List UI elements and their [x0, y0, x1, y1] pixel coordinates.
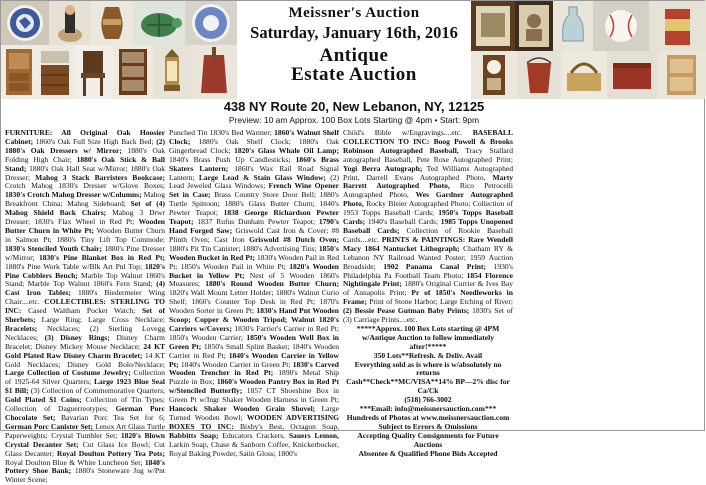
item-text: Print of Stone Harbor; Large Etching of River; — [366, 297, 513, 307]
item-text: Large Turned Wooden Bowl; — [169, 404, 339, 422]
item-text: 1830's Farrier's Carrier in Red Pt; 1850's Wooden Carrier; — [169, 323, 339, 342]
item-text: Nest of 5 Wooden 1860's Measures; — [169, 270, 339, 289]
header — [223, 1, 485, 125]
item-text: 1820's Wall Mount Letter Holder; 1880's Walnut Curio Shelf; 1860's Counter Top Desk in Red Pt; 1870's Wooden Sorter in Green Pt; — [169, 288, 339, 316]
bold-item: 1820's Wooden Bucket in Yellow Pt; — [169, 261, 339, 280]
bold-item: Griswold #8 Dutch Oven; — [249, 234, 340, 244]
auction-address: 438 NY Route 20, New Lebanon, NY, 12125 — [223, 99, 485, 114]
bold-item: Large Collection of Costume Jewelry; — [5, 368, 131, 378]
as-is-note: Everything sold as is where is w/absolutely no returns — [354, 359, 502, 378]
bold-item: 1880's Round Wooden Butter Churn; — [205, 279, 340, 289]
autographed-baseball-photo — [593, 1, 649, 51]
item-text: 1860's Oak Full Size High Back Bed; — [33, 136, 157, 146]
bold-item: Wooden Butter Churn in White Pt; — [5, 217, 165, 235]
photo-collage-left — [1, 1, 237, 99]
item-text: 1880's Pine Work Table w/Blk Art Pnl Top; — [5, 261, 145, 271]
butter-churn-photo — [191, 45, 237, 99]
clock-photo — [471, 51, 517, 99]
bold-item: WOODEN ADVERTISING BOXES TO INC: — [169, 413, 340, 431]
item-text: 1840's Wooden Carrier in Green Pt; — [178, 359, 293, 369]
item-text: Larkin Soap, Chase & Sanborn Coffee, Knickerbocker, Royal Baking Powder, Satin Gloss; 1800's — [169, 439, 339, 458]
item-text: Chatham RY & Lebanon NY Railroad Wanted Poster; 1959 Auction Broadside; — [343, 243, 513, 271]
bold-item: 1830's Carved Wooden Trencher in Red Pt; — [169, 359, 339, 378]
item-text: Educators Crackers, — [218, 430, 289, 440]
item-text: Ted Williams Autographed Print, Darrell Evans Autographed Photo, — [343, 163, 513, 182]
item-text: Disney Charm Bracelet; Disney Mickey Mouse Necklace; — [5, 332, 165, 351]
bold-item: 1950's Topps Baseball Cards; — [343, 208, 513, 227]
payment-terms: Cash**Check**MC/VISA**14% BP—2% disc for Ca/Ck — [346, 377, 510, 396]
item-text: 1880's Stoneware Jug w/Pnt Winter Scene; — [5, 466, 165, 485]
item-text: Large Ring; Large Cross Necklace; — [35, 315, 165, 325]
item-text: Rico Petrocelli Autographed Photo, — [343, 181, 513, 200]
bold-item: 1830's Crotch Mahog Dresser w/Columns; — [5, 190, 142, 200]
bold-item: 1820's Pine Cobblers Bench; — [5, 261, 165, 280]
box-lots-notice: *****Approx. 100 Box Lots starting @ 4PM w/Antique Auction to follow immediately after!***** — [356, 323, 500, 351]
bold-item: 1838 George Richardson Pewter Teapot; — [169, 208, 339, 227]
auction-date: Saturday, January 16th, 2016 — [250, 23, 458, 42]
bold-item: Mahog 3 Stack Barristers Bookcase; — [35, 172, 165, 182]
photo-collage-right — [471, 1, 706, 99]
bold-item: Pr of 1850's Needleworks in Frame; — [343, 288, 513, 307]
bold-item: German Porc Canister Set; — [5, 421, 94, 431]
item-text: Cut Glass Ice Bowl; Cut Glass Decanter; — [5, 439, 165, 458]
bold-item: 1880's Oak Stick & Ball Stand; — [5, 154, 165, 173]
item-text: 1880's Biedermeier Wing Chair....etc. — [5, 288, 165, 307]
item-text: Griswold Cast Iron & Cover; #8 Plinth Oven; Cast Iron — [169, 225, 339, 244]
email-line[interactable]: ***Email: info@meissnersauction.com*** — [359, 404, 497, 414]
bold-item: 1860's Walnut Shelf Clock; — [169, 128, 339, 146]
bold-item: 1820's Blown Crystal Decanter Set; — [5, 430, 165, 449]
bold-item: (2) Bessie Pease Gutman Baby Prints; — [343, 306, 470, 316]
bold-item: (3) Disney Rings; — [44, 332, 110, 342]
wooden-bucket-photo — [517, 51, 561, 99]
consignments-note: Accepting Quality Consignments for Future Auctions — [357, 430, 499, 449]
item-text: 1940's Baseball Cards; — [365, 217, 441, 227]
item-text: 1860's Wax Rail Road Signal Lantern; — [169, 163, 340, 182]
chair-photo — [73, 45, 113, 99]
bold-item: Set of (4) Mahog Shield Back Chairs; — [5, 199, 165, 218]
bold-item: 1850's Wooden Well Box in Green Pt; — [169, 332, 340, 351]
phone-number: (518) 766-3002 — [404, 395, 452, 405]
item-text: Wooden Butter Churn in Salmon Pt; 1880's Tiny Lift Top Commode; — [5, 225, 165, 244]
bold-item: 1860's Brass Skaters Lantern; — [169, 154, 339, 173]
bold-item: Royal Doulton Pottery Tea Pots; — [56, 448, 165, 458]
bold-item: (4) Cast Iron Tables; — [5, 279, 165, 298]
lots-refreshments-note: 350 Lots**Refresh. & Deliv. Avail — [373, 350, 483, 360]
item-text: Collection of Tin Types; Collection of Daguerreotypes; — [5, 395, 165, 414]
bold-item: 1790's Hand Forged Saw; — [169, 217, 339, 235]
figurine-photo — [49, 1, 91, 45]
item-text: 1840's Brass Push Up Candlesticks; — [169, 154, 296, 164]
bold-item: Sauers Lemon, — [288, 430, 340, 440]
lantern-photo — [153, 45, 191, 99]
absentee-bids-note: Absentee & Qualified Phone Bids Accepted — [358, 448, 498, 458]
bold-item: 1830's Pine Blanket Box in Red Pt; — [38, 252, 165, 262]
item-text: 1850's Small Splint Basket; 1840's Wooden Carrier in Red Pt; — [169, 341, 339, 360]
framed-print-photo — [471, 1, 515, 51]
item-text: 1880's Oak Shelf Clock; 1880's Oak Gingerbread Clock; — [169, 136, 339, 155]
item-text: Collection of Rookie Baseball Cards....etc. — [343, 225, 513, 244]
item-text: Bavarian Porc Tea Set for 6; — [55, 413, 165, 422]
blue-white-plate-photo — [1, 1, 49, 45]
item-text: Marble Top Walnut 1860's Stand; Marble Top Walnut 1860's Fern Stand; — [5, 270, 165, 289]
bold-item: 1860's Wooden Pantry Box in Red Pt w/Stenciled Butterfly; — [169, 377, 339, 396]
bold-item: Hancock Shaker Wooden Grain Shovel; — [169, 404, 316, 414]
bold-item: Walnut 1820's Carriers w/Covers; — [169, 315, 339, 333]
bold-item: 1830's Stenciled Youth Chair; — [5, 243, 102, 253]
item-text: 1830's Set of (3) Carriage Prints....etc. — [343, 306, 514, 325]
item-text: 14 KT Gold Necklaces; Disney Gold Bolo/Necklace; — [5, 350, 165, 369]
item-text: Tracy Stallard autographed Baseball, Pete Rose Autographed Print; — [343, 145, 513, 164]
bold-item: (2) 1880's Oak Dressers w/ Mirror; — [5, 136, 165, 155]
item-text: Mahog Breakfront China; Mahog Sideboard; — [5, 190, 165, 209]
auction-house-name: Meissner's Auction — [288, 5, 420, 21]
blanket-box-photo — [607, 51, 657, 99]
bold-item: COLLECTIBLES: STERLING TO INC: — [5, 297, 165, 316]
bold-item: Bracelets; — [5, 323, 38, 333]
bold-item: Yogi Berra Autograph; — [343, 163, 423, 173]
bold-item: Gold Plated $1 Coins; — [5, 395, 82, 405]
bookcase-photo — [113, 45, 153, 99]
item-text: Mahog 3 Drwr Dresser; 1830's Flax Wheel in Red Pt; — [5, 208, 165, 227]
bold-item: 1854 Florence Nightingale Print; — [343, 270, 514, 289]
bold-item: 1830's Hand Pnt Wooden Scoop; Copper & Wooden Tripod; — [169, 306, 339, 325]
portrait-print-photo — [515, 1, 553, 51]
auction-title-line-2: Estate Auction — [291, 64, 417, 85]
item-text: Child's Bible w/Engravings....etc. — [343, 128, 473, 137]
item-text: Bixby's Best, Octagon Soap, — [233, 421, 339, 431]
carrier-photo — [561, 51, 607, 99]
item-text: Royal Doulton Blue & White Luncheon Set; — [5, 457, 145, 467]
household-antiques-column — [169, 128, 340, 458]
auction-title-line-1: Antique — [319, 45, 389, 66]
item-text: Collection of 1925-64 Silver Quarters; — [5, 368, 165, 387]
bold-item: 1902 Panama Canal Print; — [383, 261, 487, 271]
item-text: 1857 CT Shoeshine Box in Green Pt w/Ingr Shaker Wooden Harness in Green Pt; — [169, 386, 339, 405]
baseball-prints-terms-column — [343, 128, 514, 458]
pottery-vase-photo — [91, 1, 133, 45]
item-text: (2) Lead Jeweled Glass Windows; — [169, 172, 340, 191]
item-text: Necklaces; (2) Sterling Lovegg Necklaces; — [5, 323, 165, 342]
bold-item: Large Lead & Stain Glass Window; — [198, 172, 326, 182]
item-text: 1837 Rufus Dunham Pewter Teapot; — [193, 217, 319, 227]
bold-item: 1840's Pottery Shoe Bank; — [5, 457, 165, 476]
item-text: 1880's Original Currier & Ives Bay of Annapolis Print; — [343, 279, 513, 298]
item-text: Lenox Art Glass Turtle Paperweights; Crystal Tumbler Set; — [5, 421, 165, 440]
item-text: 1880's Oak Hall Seat w/Mirror; 1880's Oak Dresser; — [5, 163, 165, 182]
bold-item: BASEBALL COLLECTION TO INC: Boog Powell & Brooks Robinson Autographed Baseball, — [343, 128, 513, 155]
item-text: 1880's Pine Dresser w/Mirror; — [5, 243, 165, 262]
blue-transfer-plate-photo — [185, 1, 237, 45]
item-text: Brass Country Store Door Bell; 1880's Turtle Spittoon; 1880's Glass Butter Churn; 1840's Pewter Teapot; — [169, 190, 339, 218]
errors-omissions-note: Subject to Errors & Omissions — [378, 421, 478, 431]
item-text: Crotch Mahog 1830's Dresser w/Glove Boxes; — [5, 181, 165, 191]
item-text: 1880's Pit Tin Canister; 1880's Advertising Tins; — [169, 243, 319, 253]
preview-times: Preview: 10 am Approx. 100 Box Lots Starting @ 4pm • Start: 9pm — [228, 115, 480, 125]
bold-item: Set of Sherbets; — [5, 306, 166, 325]
bold-item: 1850's Wooden Bucket in Red Pt; — [169, 243, 339, 262]
website-line[interactable]: Hundreds of Photos at www.meissnersauction.com — [346, 413, 510, 422]
bold-item: 1820's Glass Whale Oil Lamp; — [234, 145, 339, 155]
item-text: 1890's Metal Ship Puzzle in Box; — [169, 368, 339, 387]
turtle-paperweight-photo — [133, 1, 185, 45]
bold-item: Babbitts Soap; — [169, 430, 219, 440]
bold-item: 24 KT Gold Plated Raw Disney Charm Bracelet; — [5, 341, 165, 360]
item-text: Cased Waltham Pocket Watch; — [21, 306, 142, 316]
bold-item: 1840's Wooden Carrier in Yellow Pt; — [169, 350, 339, 369]
bold-item: 1985 Topps Unopened Baseball Cards; — [343, 217, 513, 235]
furniture-collectibles-column — [5, 128, 166, 485]
item-text: Punched Tin 1830's Bed Warmer; — [169, 128, 275, 137]
bold-item: Wes Gardner Autographed Photo, — [343, 190, 513, 209]
item-text: (3) Collection of Commemorative Quarters; — [28, 386, 165, 396]
bold-item: FURNITURE: All Original Oak Hoosier Cabinet; — [5, 128, 165, 146]
bold-item: German Porc Chocolate Set; — [5, 404, 165, 422]
decanter-photo — [553, 1, 593, 51]
item-text: 1880's Oak Folding High Chair; — [5, 145, 165, 164]
item-text: 1930's Philadelphia Pa Football Team Photo; — [343, 261, 513, 280]
item-text: Rocky Bleier Autographed Photo; Collection of 1953 Topps Baseball Cards; — [343, 199, 513, 218]
bold-item: Marty Barrett Autographed Photo, — [343, 172, 513, 191]
item-text: 1830's Wooden Pail in Red Pt; 1850's Wooden Pail in White Pt; — [169, 252, 339, 271]
dresser-photo — [37, 45, 73, 99]
bold-item: PRINTS & PAINTINGS: Rare Wendell Macy 1864 Nantucket Lithograph; — [343, 234, 513, 253]
bold-item: Large 1923 Blue Seal $1 Bill; — [5, 377, 165, 396]
tin-canister-photo — [649, 1, 706, 51]
bold-item: French Wine Opener Set in Case; — [169, 181, 339, 200]
oak-cabinet-photo — [1, 45, 37, 99]
pine-cabinet-photo — [657, 51, 706, 99]
